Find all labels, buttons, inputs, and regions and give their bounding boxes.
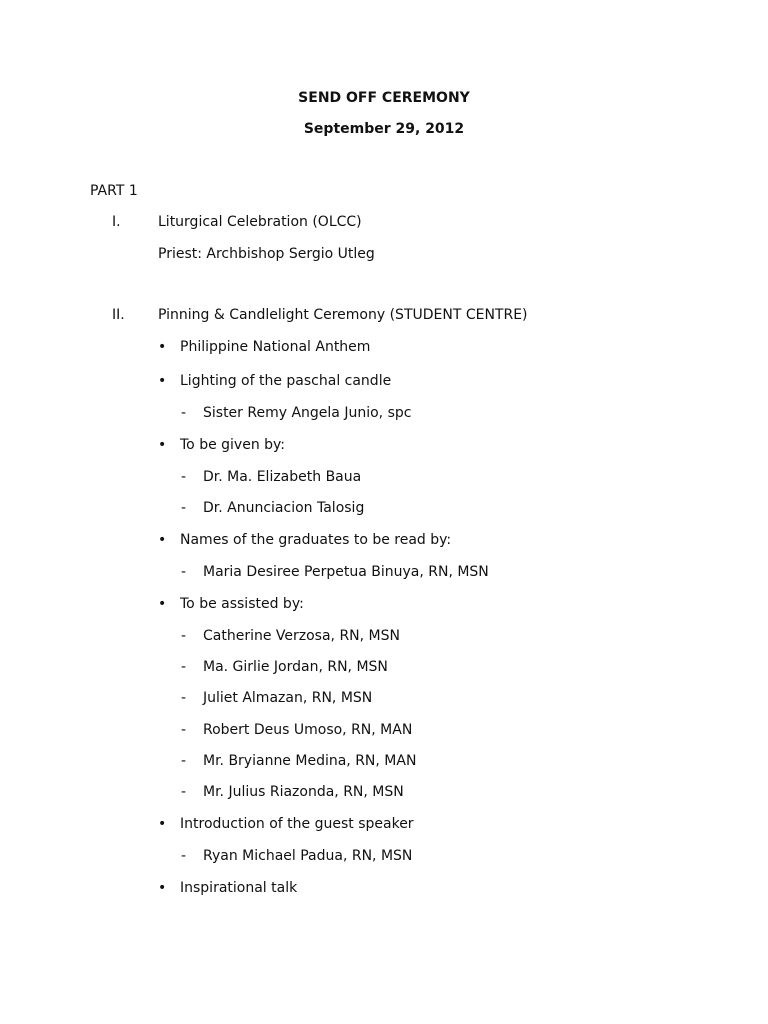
dash-marker: - [181,784,187,800]
part-label: PART 1 [90,183,138,199]
list-subitem: Juliet Almazan, RN, MSN [203,690,373,706]
bullet-marker: • [158,532,167,548]
section-2-numeral: II. [112,307,125,323]
list-subitem: Maria Desiree Perpetua Binuya, RN, MSN [203,564,489,580]
list-item: Philippine National Anthem [180,339,371,355]
document-date: September 29, 2012 [303,121,465,137]
bullet-marker: • [158,437,167,453]
section-1-numeral: I. [112,214,121,230]
dash-marker: - [181,753,187,769]
list-subitem: Catherine Verzosa, RN, MSN [203,628,400,644]
list-subitem: Dr. Ma. Elizabeth Baua [203,469,362,485]
list-item: Inspirational talk [180,880,298,896]
list-subitem: Ryan Michael Padua, RN, MSN [203,848,413,864]
dash-marker: - [181,405,187,421]
list-subitem: Robert Deus Umoso, RN, MAN [203,722,413,738]
document-title: SEND OFF CEREMONY [298,90,470,106]
list-subitem: Ma. Girlie Jordan, RN, MSN [203,659,388,675]
dash-marker: - [181,722,187,738]
list-subitem: Sister Remy Angela Junio, spc [203,405,412,421]
bullet-marker: • [158,373,167,389]
list-item: To be given by: [180,437,286,453]
bullet-marker: • [158,816,167,832]
list-item: Names of the graduates to be read by: [180,532,452,548]
section-2-heading: Pinning & Candlelight Ceremony (STUDENT CENTRE) [158,307,528,323]
section-1-priest: Priest: Archbishop Sergio Utleg [158,246,375,262]
dash-marker: - [181,690,187,706]
dash-marker: - [181,500,187,516]
list-subitem: Mr. Julius Riazonda, RN, MSN [203,784,404,800]
section-1-heading: Liturgical Celebration (OLCC) [158,214,362,230]
dash-marker: - [181,848,187,864]
list-item: Lighting of the paschal candle [180,373,392,389]
list-item: Introduction of the guest speaker [180,816,414,832]
dash-marker: - [181,659,187,675]
list-subitem: Dr. Anunciacion Talosig [203,500,365,516]
list-subitem: Mr. Bryianne Medina, RN, MAN [203,753,417,769]
bullet-marker: • [158,339,167,355]
bullet-marker: • [158,880,167,896]
bullet-marker: • [158,596,167,612]
dash-marker: - [181,469,187,485]
dash-marker: - [181,628,187,644]
list-item: To be assisted by: [180,596,304,612]
dash-marker: - [181,564,187,580]
